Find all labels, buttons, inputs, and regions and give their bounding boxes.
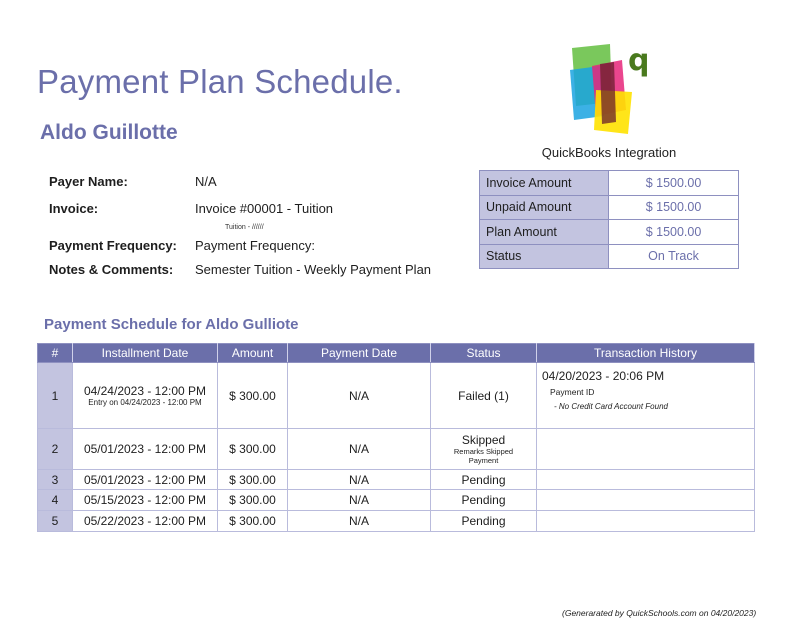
integration-caption: QuickBooks Integration	[541, 145, 677, 160]
summary-label: Invoice Amount	[480, 171, 609, 196]
installment-date-cell: 05/22/2023 - 12:00 PM	[73, 511, 218, 532]
student-name: Aldo Guillotte	[40, 121, 178, 144]
payment-date-cell: N/A	[288, 429, 431, 470]
notes-label: Notes & Comments:	[49, 262, 174, 277]
column-header-payment-date: Payment Date	[288, 344, 431, 363]
status-badge: On Track	[609, 244, 739, 269]
frequency-label: Payment Frequency:	[49, 238, 177, 253]
invoice-label: Invoice:	[49, 201, 99, 216]
transaction-error: - No Credit Card Account Found	[554, 402, 668, 411]
invoice-value: Invoice #00001 - Tuition	[195, 201, 334, 216]
schedule-heading: Payment Schedule for Aldo Gulliote	[44, 316, 299, 333]
table-row	[38, 490, 755, 511]
summary-row-invoice-amount	[480, 171, 739, 196]
row-number: 3	[38, 470, 73, 490]
status-cell	[431, 429, 537, 470]
summary-label: Status	[480, 244, 609, 269]
page-title: Payment Plan Schedule.	[37, 63, 403, 100]
summary-value: $ 1500.00	[609, 171, 739, 196]
payer-value: N/A	[195, 174, 217, 189]
status-text: Skipped	[461, 433, 506, 447]
summary-table	[479, 170, 739, 269]
amount-cell: $ 300.00	[218, 429, 288, 470]
transaction-history-cell	[537, 490, 755, 511]
status-cell: Pending	[431, 490, 537, 511]
status-cell: Pending	[431, 470, 537, 490]
installment-entry-note: Entry on 04/24/2023 - 12:00 PM	[88, 397, 202, 407]
payer-label: Payer Name:	[49, 174, 128, 189]
amount-cell: $ 300.00	[218, 363, 288, 429]
summary-row-plan-amount	[480, 220, 739, 245]
logo-letter: q	[628, 44, 650, 78]
row-number: 2	[38, 429, 73, 470]
summary-value: $ 1500.00	[609, 195, 739, 220]
table-row	[38, 363, 755, 429]
column-header-installment-date: Installment Date	[73, 344, 218, 363]
installment-date-cell: 05/01/2023 - 12:00 PM	[73, 470, 218, 490]
installment-date: 04/24/2023 - 12:00 PM	[83, 383, 207, 398]
status-remarks: Remarks Skipped Payment	[453, 447, 514, 465]
table-row	[38, 429, 755, 470]
generated-footer: (Generarated by QuickSchools.com on 04/20/2023)	[562, 608, 757, 618]
column-header-transaction-history: Transaction History	[537, 344, 755, 363]
payment-date-cell: N/A	[288, 363, 431, 429]
invoice-note: Tuition - //////	[225, 224, 264, 231]
logo-dark-block	[600, 62, 616, 124]
status-cell: Failed (1)	[431, 363, 537, 429]
installment-date-cell: 05/15/2023 - 12:00 PM	[73, 490, 218, 511]
row-number: 1	[38, 363, 73, 429]
summary-label: Plan Amount	[480, 220, 609, 245]
status-cell: Pending	[431, 511, 537, 532]
transaction-date: 04/20/2023 - 20:06 PM	[542, 369, 665, 383]
column-header-number: #	[38, 344, 73, 363]
amount-cell: $ 300.00	[218, 490, 288, 511]
schedule-table	[37, 343, 755, 532]
summary-row-status	[480, 244, 739, 269]
row-number: 5	[38, 511, 73, 532]
summary-row-unpaid-amount	[480, 195, 739, 220]
amount-cell: $ 300.00	[218, 511, 288, 532]
schedule-header-row	[38, 344, 755, 363]
column-header-amount: Amount	[218, 344, 288, 363]
transaction-history-cell	[537, 429, 755, 470]
transaction-history-cell	[537, 470, 755, 490]
notes-value: Semester Tuition - Weekly Payment Plan	[195, 262, 432, 277]
frequency-value: Payment Frequency:	[195, 238, 315, 253]
transaction-history-cell	[537, 363, 755, 429]
table-row	[38, 511, 755, 532]
quickschools-logo	[566, 44, 650, 136]
payment-date-cell: N/A	[288, 490, 431, 511]
amount-cell: $ 300.00	[218, 470, 288, 490]
transaction-history-cell	[537, 511, 755, 532]
row-number: 4	[38, 490, 73, 511]
transaction-payment-id: Payment ID	[550, 387, 595, 397]
installment-date-cell: 05/01/2023 - 12:00 PM	[73, 429, 218, 470]
payment-date-cell: N/A	[288, 511, 431, 532]
summary-value: $ 1500.00	[609, 220, 739, 245]
column-header-status: Status	[431, 344, 537, 363]
table-row	[38, 470, 755, 490]
payment-date-cell: N/A	[288, 470, 431, 490]
summary-label: Unpaid Amount	[480, 195, 609, 220]
installment-date-cell	[73, 363, 218, 429]
